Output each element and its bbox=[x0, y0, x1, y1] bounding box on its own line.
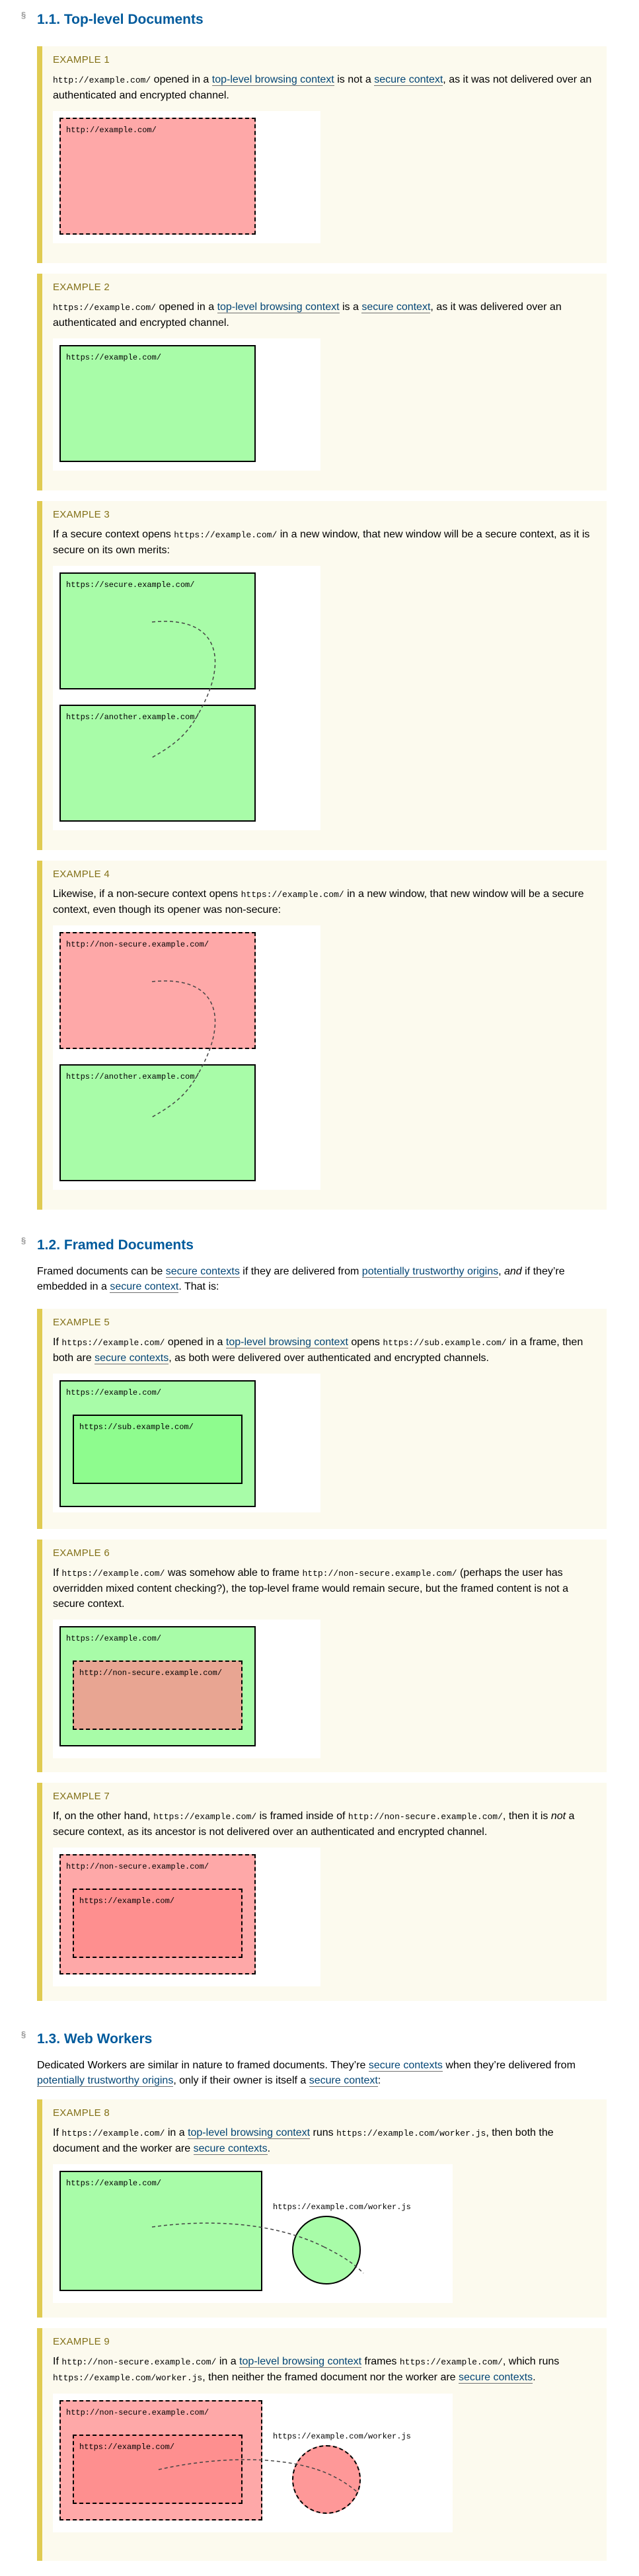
open-window-arrow bbox=[53, 566, 320, 830]
example-4 bbox=[37, 861, 607, 1210]
example-title: EXAMPLE 2 bbox=[53, 282, 110, 293]
framed-documents-intro bbox=[37, 1264, 605, 1294]
url-code: https://example.com/ bbox=[153, 1812, 257, 1822]
figure-ex7 bbox=[53, 1848, 320, 1986]
text-fragment: if they are delivered from bbox=[239, 1266, 362, 1277]
link-top-level-browsing-context[interactable]: top-level browsing context bbox=[225, 1337, 348, 1348]
url-code: https://sub.example.com/ bbox=[383, 1338, 507, 1348]
link-secure-contexts[interactable]: secure contexts bbox=[368, 2060, 443, 2071]
example-text bbox=[53, 2354, 596, 2386]
example-9 bbox=[37, 2328, 607, 2561]
iframe-insecure bbox=[73, 1660, 243, 1730]
text-fragment: If bbox=[53, 2127, 62, 2138]
example-text bbox=[53, 886, 596, 917]
text-fragment: If, on the other hand, bbox=[53, 1811, 154, 1822]
section-heading-framed-documents bbox=[21, 1235, 194, 1253]
text-fragment: , only if their owner is itself a bbox=[173, 2075, 309, 2086]
link-secure-context[interactable]: secure context bbox=[110, 1281, 179, 1292]
section-number: 1.1. bbox=[37, 12, 61, 27]
text-fragment: in a new window, that new window will be a secure context, as it is secure on its own merits: bbox=[53, 529, 590, 556]
section-anchor-link[interactable]: § bbox=[21, 1235, 26, 1245]
example-title: EXAMPLE 1 bbox=[53, 54, 110, 65]
text-fragment: Likewise, if a non-secure context opens bbox=[53, 888, 241, 900]
text-fragment: in a new window, that new window will be a secure context, even though its opener was non-secure: bbox=[53, 888, 584, 916]
url-code: https://example.com/ bbox=[53, 303, 157, 313]
link-potentially-trustworthy-origins[interactable]: potentially trustworthy origins bbox=[361, 1266, 499, 1277]
window-url-label: http://non-secure.example.com/ bbox=[66, 2408, 209, 2417]
example-title: EXAMPLE 4 bbox=[53, 869, 110, 880]
worker-url-label: https://example.com/worker.js bbox=[273, 2203, 411, 2212]
figure-ex8 bbox=[53, 2164, 453, 2303]
link-secure-context[interactable]: secure context bbox=[309, 2075, 378, 2086]
section-number: 1.3. bbox=[37, 2031, 61, 2047]
url-code: https://example.com/ bbox=[241, 890, 344, 900]
emphasis: not bbox=[550, 1811, 566, 1822]
window-url-label: https://example.com/ bbox=[66, 2179, 162, 2188]
text-fragment: in a frame, then both are bbox=[53, 1337, 583, 1364]
text-fragment: . bbox=[533, 2372, 536, 2383]
open-window-arrow bbox=[53, 925, 320, 1190]
window-url-label: https://another.example.com/ bbox=[66, 1072, 200, 1081]
text-fragment: when they’re delivered from bbox=[442, 2060, 576, 2071]
window-url-label: http://non-secure.example.com/ bbox=[66, 1862, 209, 1871]
worker-url-label: https://example.com/worker.js bbox=[273, 2432, 411, 2441]
link-secure-context[interactable]: secure context bbox=[374, 74, 443, 85]
text-fragment: If bbox=[53, 1567, 62, 1579]
text-fragment: : bbox=[377, 2075, 381, 2086]
text-fragment: If a secure context opens bbox=[53, 529, 174, 540]
link-top-level-browsing-context[interactable]: top-level browsing context bbox=[188, 2127, 311, 2138]
frame-url-label: https://example.com/ bbox=[79, 2442, 175, 2452]
text-fragment: , bbox=[498, 1266, 504, 1277]
browser-window-top-level bbox=[59, 1626, 256, 1746]
text-fragment: opens bbox=[348, 1337, 383, 1348]
section-title: Web Workers bbox=[63, 2031, 153, 2047]
section-anchor-link[interactable]: § bbox=[21, 2029, 26, 2039]
window-url-label: https://example.com/ bbox=[66, 1388, 162, 1397]
text-fragment: is not a bbox=[334, 74, 375, 85]
frame-url-label: https://sub.example.com/ bbox=[79, 1423, 194, 1432]
example-7 bbox=[37, 1783, 607, 2001]
example-text bbox=[53, 299, 596, 331]
text-fragment: is framed inside of bbox=[256, 1811, 348, 1822]
example-5 bbox=[37, 1309, 607, 1529]
link-top-level-browsing-context[interactable]: top-level browsing context bbox=[217, 301, 340, 313]
text-fragment: , as both were delivered over authenticated and encrypted channels. bbox=[169, 1352, 489, 1364]
browser-window-top-level bbox=[59, 1380, 256, 1507]
link-secure-contexts[interactable]: secure contexts bbox=[193, 2143, 268, 2154]
url-code: https://example.com/ bbox=[61, 2128, 165, 2138]
text-fragment: was somehow able to frame bbox=[165, 1567, 303, 1579]
text-fragment: runs bbox=[310, 2127, 337, 2138]
emphasis: and bbox=[504, 1266, 522, 1277]
text-fragment: , then it is bbox=[502, 1811, 551, 1822]
text-fragment: in a bbox=[165, 2127, 188, 2138]
worker-connection-line bbox=[53, 2394, 453, 2532]
section-number: 1.2. bbox=[37, 1237, 61, 1253]
url-code: https://example.com/worker.js bbox=[53, 2373, 203, 2383]
window-url-label: https://example.com/ bbox=[66, 353, 162, 362]
section-heading-top-level-documents bbox=[21, 10, 204, 28]
window-url-label: https://example.com/ bbox=[66, 1634, 162, 1643]
link-secure-context[interactable]: secure context bbox=[361, 301, 431, 313]
frame-url-label: http://non-secure.example.com/ bbox=[79, 1668, 223, 1678]
window-url-label: https://another.example.com/ bbox=[66, 713, 200, 722]
figure-ex2 bbox=[53, 338, 320, 471]
example-text bbox=[53, 1809, 596, 1840]
text-fragment: opened in a bbox=[165, 1337, 226, 1348]
figure-ex9 bbox=[53, 2394, 453, 2532]
example-title: EXAMPLE 9 bbox=[53, 2336, 110, 2347]
example-8 bbox=[37, 2099, 607, 2318]
example-1 bbox=[37, 46, 607, 263]
example-2 bbox=[37, 274, 607, 490]
url-code: http://non-secure.example.com/ bbox=[302, 1569, 457, 1579]
example-title: EXAMPLE 8 bbox=[53, 2107, 110, 2119]
url-code: https://example.com/ bbox=[61, 1569, 165, 1579]
figure-ex6 bbox=[53, 1620, 320, 1758]
section-title: Framed Documents bbox=[63, 1237, 194, 1253]
browser-window-secure bbox=[59, 345, 256, 462]
url-code: http://non-secure.example.com/ bbox=[348, 1812, 503, 1822]
example-title: EXAMPLE 5 bbox=[53, 1317, 110, 1328]
example-title: EXAMPLE 7 bbox=[53, 1791, 110, 1802]
url-code: https://example.com/ bbox=[61, 1338, 165, 1348]
text-fragment: if they’re embedded in a bbox=[37, 1266, 565, 1292]
text-fragment: . That is: bbox=[178, 1281, 219, 1292]
text-fragment: is a bbox=[339, 301, 362, 313]
url-code: http://example.com/ bbox=[53, 75, 151, 85]
example-title: EXAMPLE 6 bbox=[53, 1547, 110, 1559]
window-url-label: http://non-secure.example.com/ bbox=[66, 940, 209, 949]
url-code: https://example.com/ bbox=[399, 2357, 503, 2367]
text-fragment: in a bbox=[216, 2356, 240, 2367]
text-fragment: frames bbox=[361, 2356, 400, 2367]
link-secure-contexts[interactable]: secure contexts bbox=[94, 1352, 169, 1364]
example-text bbox=[53, 2125, 596, 2156]
text-fragment: . bbox=[267, 2143, 271, 2154]
link-top-level-browsing-context[interactable]: top-level browsing context bbox=[239, 2356, 362, 2367]
iframe-secure bbox=[73, 1415, 243, 1484]
example-text bbox=[53, 72, 596, 103]
text-fragment: Dedicated Workers are similar in nature to framed documents. They’re bbox=[37, 2060, 369, 2071]
text-fragment: , which runs bbox=[502, 2356, 560, 2367]
text-fragment: opened in a bbox=[156, 301, 217, 313]
browser-window-insecure bbox=[59, 118, 256, 235]
link-secure-contexts[interactable]: secure contexts bbox=[165, 1266, 240, 1277]
example-3 bbox=[37, 501, 607, 850]
figure-ex5 bbox=[53, 1374, 320, 1512]
text-fragment: , then both the document and the worker are bbox=[53, 2127, 554, 2154]
worker-connection-line bbox=[53, 2164, 453, 2303]
example-6 bbox=[37, 1540, 607, 1772]
example-text bbox=[53, 1335, 596, 1366]
link-potentially-trustworthy-origins[interactable]: potentially trustworthy origins bbox=[37, 2075, 174, 2086]
text-fragment: Framed documents can be bbox=[37, 1266, 166, 1277]
section-anchor-link[interactable]: § bbox=[21, 10, 26, 20]
text-fragment: , then neither the framed document nor the worker are bbox=[202, 2372, 459, 2383]
text-fragment: , as it was delivered over an authenticated and encrypted channel. bbox=[53, 301, 562, 329]
section-title: Top-level Documents bbox=[63, 12, 204, 27]
text-fragment: If bbox=[53, 2356, 62, 2367]
figure-ex4 bbox=[53, 925, 320, 1190]
text-fragment: opened in a bbox=[151, 74, 212, 85]
frame-url-label: https://example.com/ bbox=[79, 1896, 175, 1906]
window-url-label: http://example.com/ bbox=[66, 126, 157, 135]
link-secure-contexts[interactable]: secure contexts bbox=[459, 2372, 533, 2383]
url-code: https://example.com/worker.js bbox=[336, 2128, 486, 2138]
url-code: https://example.com/ bbox=[174, 530, 278, 540]
browser-window-top-level-insecure bbox=[59, 1854, 256, 1974]
text-fragment: (perhaps the user has overridden mixed content checking?), the top-level frame would remain secure, but the framed content is not a secure context. bbox=[53, 1567, 568, 1610]
iframe-not-secure bbox=[73, 1889, 243, 1958]
url-code: http://non-secure.example.com/ bbox=[61, 2357, 217, 2367]
section-heading-web-workers bbox=[21, 2029, 153, 2047]
window-url-label: https://secure.example.com/ bbox=[66, 580, 195, 590]
example-text bbox=[53, 527, 596, 558]
link-top-level-browsing-context[interactable]: top-level browsing context bbox=[211, 74, 334, 85]
text-fragment: , as it was not delivered over an authenticated and encrypted channel. bbox=[53, 74, 592, 101]
text-fragment: If bbox=[53, 1337, 62, 1348]
example-title: EXAMPLE 3 bbox=[53, 509, 110, 520]
figure-ex3 bbox=[53, 566, 320, 830]
text-fragment: a secure context, as its ancestor is not delivered over an authenticated and encrypted channel. bbox=[53, 1811, 575, 1838]
figure-ex1 bbox=[53, 111, 320, 243]
web-workers-intro bbox=[37, 2058, 605, 2088]
example-text bbox=[53, 1565, 596, 1612]
